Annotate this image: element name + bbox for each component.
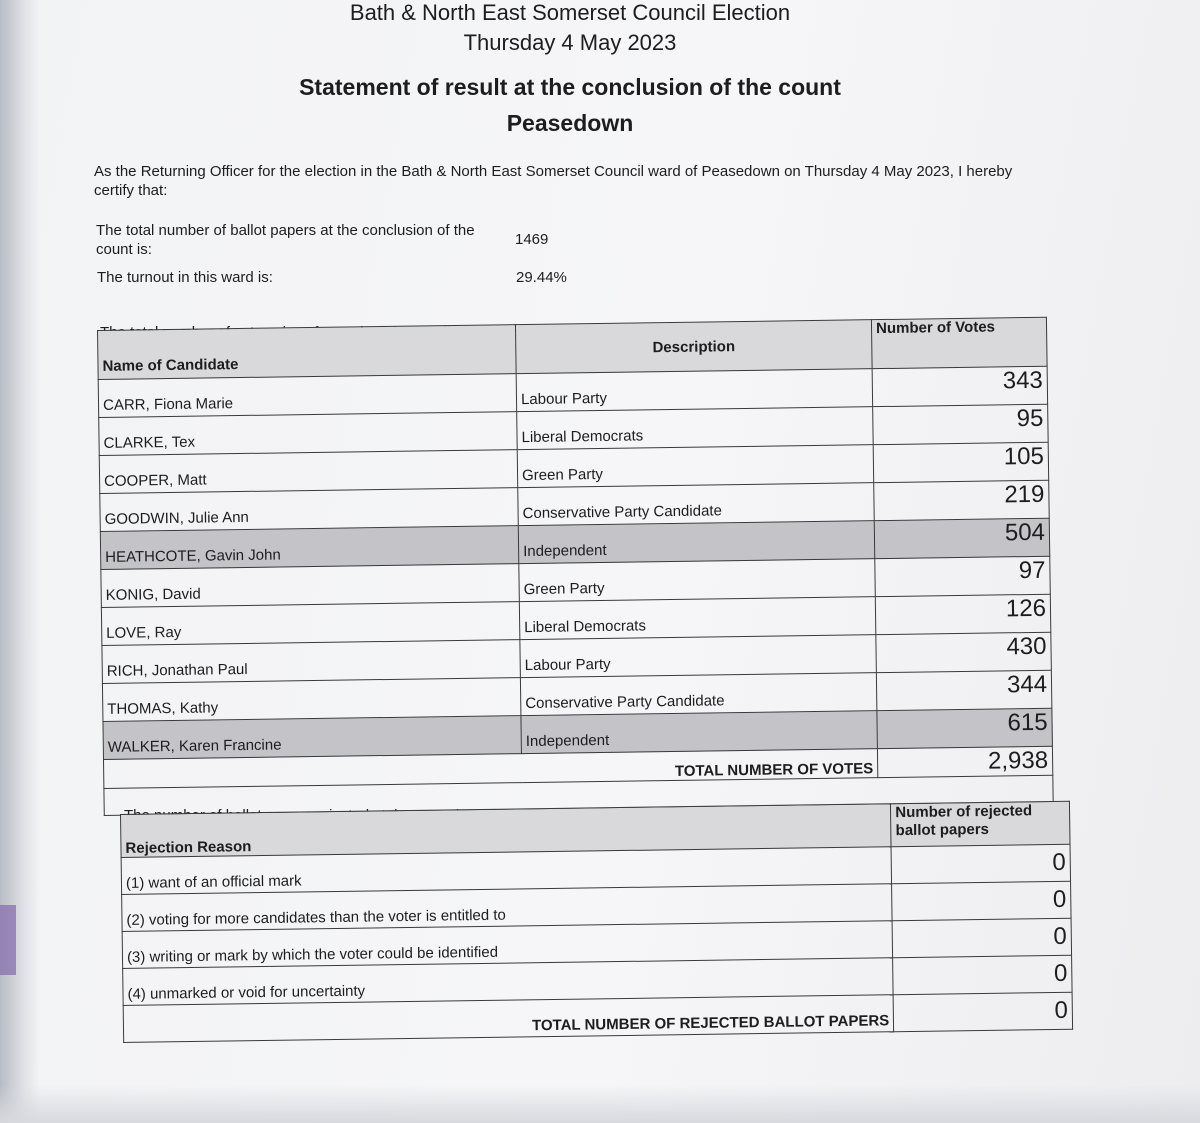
header-rejected-count: Number of rejected ballot papers — [891, 801, 1070, 846]
document-title: Statement of result at the conclusion of the count — [299, 74, 841, 100]
candidate-description: Independent — [518, 521, 874, 564]
candidate-votes: 344 — [876, 670, 1052, 710]
total-rejected-label: TOTAL NUMBER OF REJECTED BALLOT PAPERS — [123, 995, 894, 1043]
candidate-votes: 219 — [874, 480, 1050, 520]
candidate-name: KONIG, David — [101, 564, 519, 608]
candidate-name: COOPER, Matt — [99, 450, 517, 494]
candidate-description: Green Party — [519, 559, 875, 602]
candidate-votes: 430 — [876, 632, 1052, 672]
candidate-description: Conservative Party Candidate — [520, 673, 876, 716]
candidate-description: Liberal Democrats — [517, 407, 873, 450]
candidate-description: Green Party — [517, 445, 873, 488]
rejection-reason: (4) unmarked or void for uncertainty — [123, 958, 894, 1006]
background-object — [0, 905, 16, 975]
header-candidate: Name of Candidate — [98, 325, 517, 380]
turnout-label: The turnout in this ward is: — [97, 269, 273, 286]
bottom-shadow — [0, 1085, 1200, 1123]
turnout-value: 29.44% — [516, 269, 567, 286]
certification-text: As the Returning Officer for the election in the Bath & North East Somerset Council ward of Peasedown on Thursday 4 May 2023, I hereby certify that: — [94, 163, 1013, 199]
candidate-votes: 97 — [875, 556, 1051, 596]
candidate-name: LOVE, Ray — [101, 602, 519, 646]
ward-name: Peasedown — [506, 110, 634, 136]
candidate-votes: 95 — [873, 404, 1049, 444]
results-table — [97, 317, 1054, 816]
candidate-name: THOMAS, Kathy — [102, 678, 520, 722]
ballot-papers-value: 1469 — [515, 231, 549, 248]
ballot-papers-label: The total number of ballot papers at the conclusion of the count is: — [96, 222, 475, 258]
candidate-votes: 343 — [872, 366, 1048, 406]
header-rejection-reason: Rejection Reason — [121, 804, 892, 858]
candidate-name: GOODWIN, Julie Ann — [100, 488, 518, 532]
candidate-description: Labour Party — [520, 635, 876, 678]
rejected-count: 0 — [891, 844, 1070, 883]
candidate-description: Labour Party — [516, 369, 872, 412]
candidate-description: Independent — [521, 711, 877, 754]
candidate-description: Conservative Party Candidate — [518, 483, 874, 526]
council-heading: Bath & North East Somerset Council Election — [349, 0, 791, 25]
header-votes: Number of Votes — [871, 317, 1047, 368]
total-votes-value: 2,938 — [877, 746, 1052, 777]
candidate-votes: 615 — [877, 708, 1053, 748]
rejection-reason: (1) want of an official mark — [121, 847, 892, 895]
candidate-votes: 504 — [874, 518, 1050, 558]
candidate-name: WALKER, Karen Francine — [103, 716, 521, 760]
candidate-name: CLARKE, Tex — [99, 412, 517, 456]
rejected-count: 0 — [892, 881, 1071, 920]
candidate-name: HEATHCOTE, Gavin John — [100, 526, 518, 570]
candidate-votes: 105 — [873, 442, 1049, 482]
candidate-description: Liberal Democrats — [519, 597, 875, 640]
rejected-count: 0 — [893, 955, 1072, 994]
candidate-votes: 126 — [875, 594, 1051, 634]
election-date: Thursday 4 May 2023 — [463, 30, 677, 55]
total-votes-label: TOTAL NUMBER OF VOTES — [103, 749, 877, 789]
rejected-count: 0 — [892, 918, 1071, 957]
header-description: Description — [515, 320, 872, 374]
candidate-name: RICH, Jonathan Paul — [102, 640, 520, 684]
rejected-table — [120, 801, 1073, 1043]
total-rejected-value: 0 — [893, 992, 1072, 1031]
rejection-reason: (2) voting for more candidates than the voter is entitled to — [122, 884, 893, 932]
rejection-reason: (3) writing or mark by which the voter could be identified — [122, 921, 893, 969]
candidate-name: CARR, Fiona Marie — [98, 374, 516, 418]
